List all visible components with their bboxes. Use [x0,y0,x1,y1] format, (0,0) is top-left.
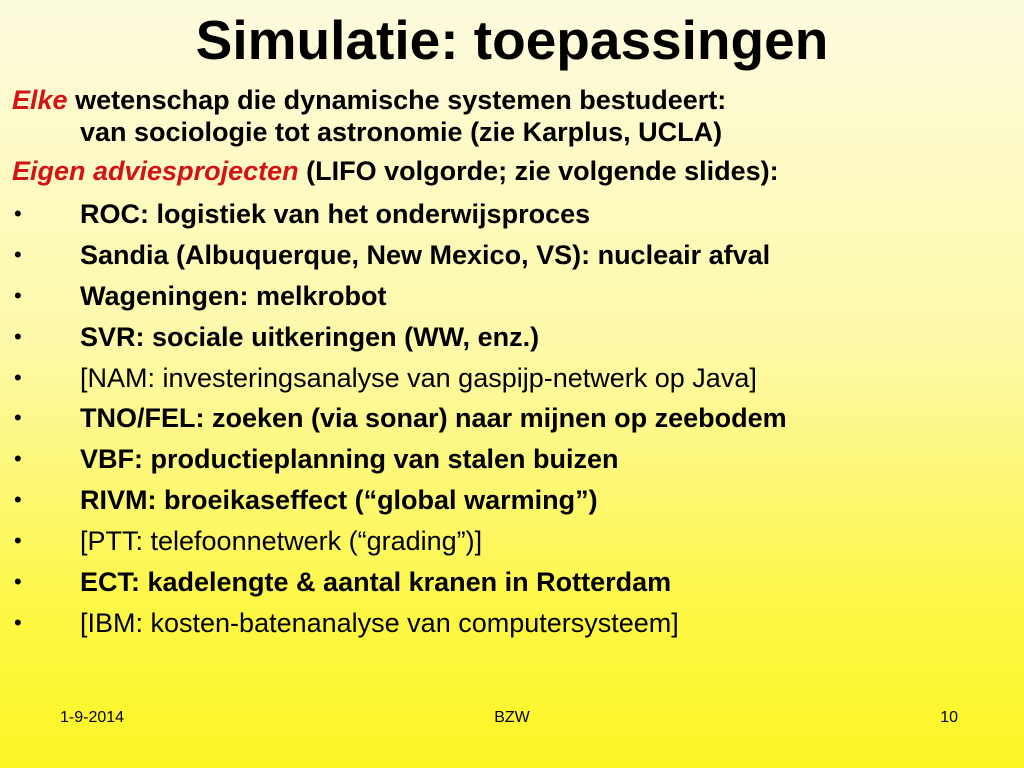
list-item [12,603,1012,644]
list-item-text: RIVM: broeikaseffect (“global warming”) [80,485,598,516]
list-item-text: SVR: sociale uitkeringen (WW, enz.) [80,321,540,352]
list-item [12,480,1012,521]
bullet-icon: • [14,241,22,267]
list-item-text: [NAM: investeringsanalyse van gaspijp-netwerk op Java] [80,362,757,393]
bullet-icon: • [14,487,22,513]
list-item [12,562,1012,603]
list-item-text: [IBM: kosten-batenanalyse van computersysteem] [80,607,679,638]
intro-paragraph [12,84,1012,148]
list-item [12,317,1012,358]
bullet-icon: • [14,282,22,308]
list-item-text: ECT: kadelengte & aantal kranen in Rotterdam [80,567,672,598]
bullet-icon: • [14,446,22,472]
bullet-icon: • [14,528,22,554]
list-item-text: VBF: productieplanning van stalen buizen [80,444,619,475]
bullet-icon: • [14,405,22,431]
project-list [12,194,1012,644]
list-item [12,521,1012,562]
page-number: 10 [940,709,958,726]
bullet-icon: • [14,609,22,635]
list-item [12,276,1012,317]
projects-highlight: Eigen adviesprojecten [12,156,299,186]
bullet-icon: • [14,364,22,390]
list-item-text: Wageningen: melkrobot [80,280,387,311]
intro-line-2: van sociologie tot astronomie (zie Karplus, UCLA) [80,117,723,147]
intro-line-1 [12,84,1012,116]
list-item [12,235,1012,276]
projects-heading [12,154,1012,188]
list-item-text: Sandia (Albuquerque, New Mexico, VS): nucleair afval [80,239,771,270]
list-item [12,358,1012,399]
list-item [12,194,1012,235]
list-item-text: [PTT: telefoonnetwerk (“grading”)] [80,526,483,557]
list-item [12,398,1012,439]
footer-date: 1-9-2014 [60,709,125,726]
intro-line-1-text: wetenschap die dynamische systemen bestudeert: [75,85,727,115]
list-item-text: TNO/FEL: zoeken (via sonar) naar mijnen op zeebodem [80,403,787,434]
list-item-text: ROC: logistiek van het onderwijsproces [80,199,591,229]
bullet-icon: • [14,201,22,226]
bullet-icon: • [14,569,22,595]
list-item [12,439,1012,480]
slide-body [12,84,1012,644]
footer-center-text: BZW [494,709,530,726]
slide-title: Simulatie: toepassingen [195,9,829,71]
intro-highlight: Elke [12,85,68,115]
bullet-icon: • [14,323,22,349]
projects-heading-text: (LIFO volgorde; zie volgende slides): [298,156,779,186]
